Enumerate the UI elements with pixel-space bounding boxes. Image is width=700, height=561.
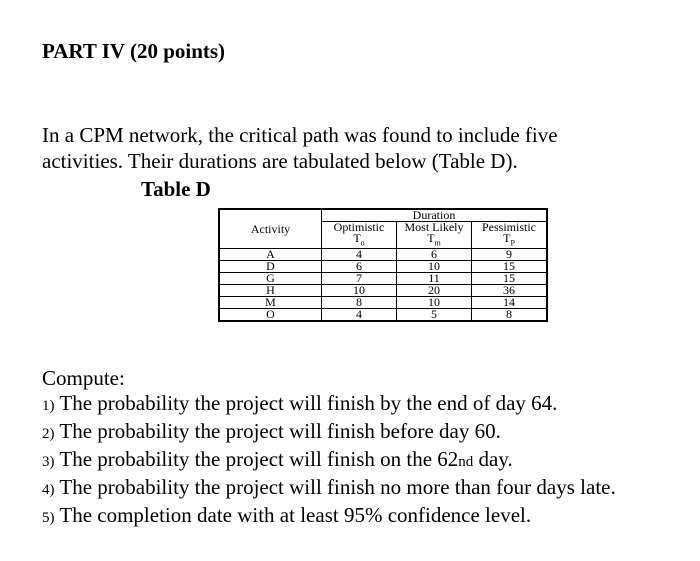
cell-optimistic: 8 — [322, 297, 397, 309]
compute-item-4 — [42, 475, 616, 503]
cell-pessimistic: 14 — [472, 297, 548, 309]
item-text: The probability the project will finish no more than four days late. — [54, 475, 616, 499]
compute-item-3 — [42, 447, 616, 475]
cell-activity: G — [219, 273, 322, 285]
compute-heading: Compute: — [42, 366, 125, 390]
cell-most-likely: 10 — [397, 261, 472, 273]
item-ordinal-suffix: nd — [458, 454, 474, 470]
cell-pessimistic: 15 — [472, 261, 548, 273]
header-pessimistic — [472, 222, 548, 249]
compute-item-1 — [42, 391, 616, 419]
cell-activity: H — [219, 285, 322, 297]
intro-line-1: In a CPM network, the critical path was found to include five — [42, 123, 558, 147]
cell-activity: O — [219, 309, 322, 322]
compute-item-2 — [42, 419, 616, 447]
header-most-likely-label: Most Likely — [404, 220, 464, 234]
item-number: 3) — [42, 454, 55, 470]
header-duration-group: Duration — [322, 209, 548, 222]
cell-optimistic: 4 — [322, 309, 397, 322]
cell-activity: A — [219, 249, 322, 261]
cell-most-likely: 6 — [397, 249, 472, 261]
cell-optimistic: 6 — [322, 261, 397, 273]
header-most-likely — [397, 222, 472, 249]
cell-most-likely: 10 — [397, 297, 472, 309]
item-text: The completion date with at least 95% confidence level. — [54, 503, 532, 527]
cell-pessimistic: 36 — [472, 285, 548, 297]
cell-pessimistic: 8 — [472, 309, 548, 322]
compute-section — [42, 366, 616, 531]
cell-optimistic: 10 — [322, 285, 397, 297]
item-text: The probability the project will finish on the 62 — [54, 447, 459, 471]
header-optimistic — [322, 222, 397, 249]
cell-pessimistic: 15 — [472, 273, 548, 285]
item-number: 5) — [42, 510, 55, 526]
cell-optimistic: 4 — [322, 249, 397, 261]
item-text: The probability the project will finish before day 60. — [54, 419, 501, 443]
header-pessimistic-label: Pessimistic — [481, 220, 536, 234]
cell-pessimistic: 9 — [472, 249, 548, 261]
cell-activity: M — [219, 297, 322, 309]
cell-optimistic: 7 — [322, 273, 397, 285]
part-title: PART IV (20 points) — [42, 39, 226, 63]
intro-line-2: activities. Their durations are tabulated below (Table D). — [42, 149, 518, 173]
item-number: 1) — [42, 398, 55, 414]
intro-paragraph — [42, 122, 558, 174]
cell-most-likely: 11 — [397, 273, 472, 285]
cell-most-likely: 5 — [397, 309, 472, 322]
item-text: The probability the project will finish by the end of day 64. — [54, 391, 558, 415]
table-row — [219, 309, 547, 322]
item-number: 2) — [42, 426, 55, 442]
header-optimistic-symbol: $T_o$ — [353, 231, 365, 248]
table-caption: Table D — [141, 177, 211, 201]
cell-most-likely: 20 — [397, 285, 472, 297]
header-optimistic-label: Optimistic — [333, 220, 385, 234]
duration-table — [218, 208, 548, 322]
header-activity: Activity — [219, 209, 322, 249]
header-pessimistic-symbol: $T_P$ — [503, 231, 515, 248]
cell-activity: D — [219, 261, 322, 273]
compute-item-5 — [42, 503, 616, 531]
item-number: 4) — [42, 482, 55, 498]
item-text-end: day. — [473, 447, 513, 471]
header-most-likely-symbol: $T_m$ — [427, 231, 441, 248]
